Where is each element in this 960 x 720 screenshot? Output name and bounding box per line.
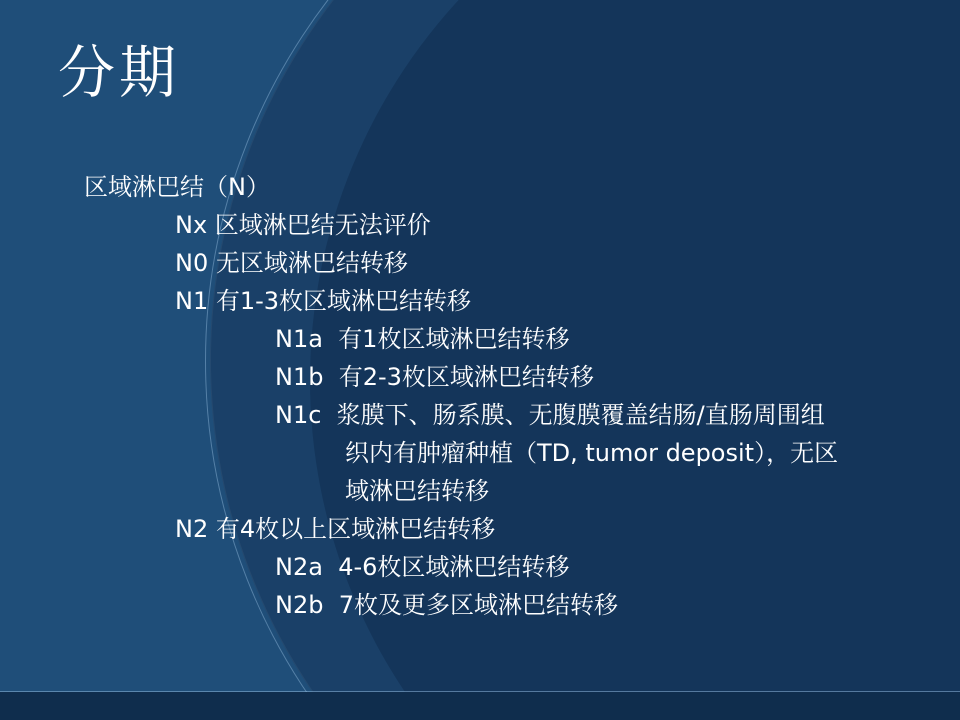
body-line: N1 有1-3枚区域淋巴结转移 (175, 287, 472, 315)
body-line: N2b 7枚及更多区域淋巴结转移 (275, 591, 618, 619)
body-line: N1a 有1枚区域淋巴结转移 (275, 325, 570, 353)
body-line: N2a 4-6枚区域淋巴结转移 (275, 553, 570, 581)
body-line: 区域淋巴结（N） (84, 173, 270, 201)
slide-title: 分期 (58, 40, 180, 106)
body-line: N0 无区域淋巴结转移 (175, 249, 408, 277)
body-line: N1c 浆膜下、肠系膜、无腹膜覆盖结肠/直肠周围组 (275, 401, 825, 429)
body-line: 织内有肿瘤种植（TD, tumor deposit），无区 (345, 439, 839, 467)
body-line: Nx 区域淋巴结无法评价 (175, 211, 431, 239)
body-line: N1b 有2-3枚区域淋巴结转移 (275, 363, 594, 391)
bottom-band (0, 692, 960, 720)
slide-body (0, 168, 960, 624)
body-line: 域淋巴结转移 (345, 477, 489, 505)
body-line: N2 有4枚以上区域淋巴结转移 (175, 515, 496, 543)
